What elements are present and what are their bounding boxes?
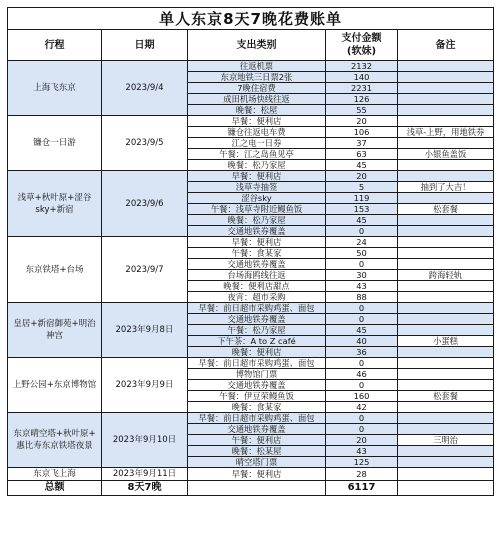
note-cell [398, 259, 494, 270]
total-note-empty [398, 481, 494, 496]
note-cell [398, 171, 494, 182]
table-row [8, 237, 494, 248]
note-cell [398, 314, 494, 325]
route-cell: 浅草+秋叶原+涩谷 sky+新宿 [8, 171, 102, 237]
date-cell: 2023年9月8日 [102, 303, 188, 358]
date-cell: 2023年9月11日 [102, 468, 188, 481]
expense-body [8, 61, 494, 481]
date-cell: 2023/9/7 [102, 237, 188, 303]
amount-cell: 55 [326, 105, 398, 116]
note-cell [398, 413, 494, 424]
amount-cell: 20 [326, 116, 398, 127]
amount-cell: 42 [326, 402, 398, 413]
route-cell: 东京铁塔+台场 [8, 237, 102, 303]
total-spacer [188, 481, 326, 496]
amount-cell: 46 [326, 369, 398, 380]
note-cell [398, 116, 494, 127]
amount-cell: 50 [326, 248, 398, 259]
amount-cell: 37 [326, 138, 398, 149]
date-cell: 2023/9/4 [102, 61, 188, 116]
amount-cell: 119 [326, 193, 398, 204]
category-cell: 台场海鸥线往返 [188, 270, 326, 281]
note-cell [398, 380, 494, 391]
amount-cell: 88 [326, 292, 398, 303]
note-cell [398, 83, 494, 94]
note-cell [398, 325, 494, 336]
category-cell: 早餐：便利店 [188, 237, 326, 248]
category-cell: 博物馆门票 [188, 369, 326, 380]
category-cell: 7晚住宿费 [188, 83, 326, 94]
header-category: 支出类别 [188, 30, 326, 61]
category-cell: 东京地铁三日票2张 [188, 72, 326, 83]
note-cell [398, 138, 494, 149]
category-cell: 晚餐：松某屋 [188, 446, 326, 457]
note-cell [398, 160, 494, 171]
header-amount: 支付金额 (软妹) [326, 30, 398, 61]
category-cell: 早餐：便利店 [188, 171, 326, 182]
note-cell [398, 72, 494, 83]
category-cell: 成田机场快线往返 [188, 94, 326, 105]
note-cell: 松套餐 [398, 204, 494, 215]
category-cell: 交通地铁券覆盖 [188, 259, 326, 270]
note-cell: 小银鱼盖饭 [398, 149, 494, 160]
route-cell: 东京晴空塔+秋叶原+ 惠比寿东京铁塔夜景 [8, 413, 102, 468]
category-cell: 晴空塔门票 [188, 457, 326, 468]
bill-container [7, 7, 493, 545]
category-cell: 交通地铁券覆盖 [188, 380, 326, 391]
category-cell: 晚餐：松乃家屋 [188, 160, 326, 171]
note-cell [398, 193, 494, 204]
amount-cell: 45 [326, 215, 398, 226]
note-cell [398, 248, 494, 259]
amount-cell: 28 [326, 468, 398, 481]
category-cell: 午餐：江之岛鱼见亭 [188, 149, 326, 160]
category-cell: 早餐：前日超市采购鸡蛋、面包 [188, 413, 326, 424]
note-cell [398, 61, 494, 72]
amount-cell: 106 [326, 127, 398, 138]
table-title: 单人东京8天7晚花费账单 [8, 8, 494, 30]
category-cell: 午餐：浅草寺附近鳗鱼饭 [188, 204, 326, 215]
category-cell: 午餐：伊豆荣鳗鱼饭 [188, 391, 326, 402]
amount-cell: 30 [326, 270, 398, 281]
amount-cell: 24 [326, 237, 398, 248]
note-cell: 跨海轻轨 [398, 270, 494, 281]
amount-cell: 153 [326, 204, 398, 215]
category-cell: 晚餐：便利店甜点 [188, 281, 326, 292]
note-cell [398, 358, 494, 369]
note-cell: 三明治 [398, 435, 494, 446]
note-cell [398, 226, 494, 237]
category-cell: 早餐：便利店 [188, 468, 326, 481]
note-cell [398, 303, 494, 314]
header-row [8, 30, 494, 61]
amount-cell: 5 [326, 182, 398, 193]
category-cell: 早餐：前日超市采购鸡蛋、面包 [188, 303, 326, 314]
note-cell [398, 215, 494, 226]
note-cell: 小蛋糕 [398, 336, 494, 347]
category-cell: 夜宵：超市采购 [188, 292, 326, 303]
total-amount: 6117 [326, 481, 398, 496]
amount-cell: 0 [326, 358, 398, 369]
note-cell [398, 94, 494, 105]
category-cell: 午餐：松乃家屋 [188, 325, 326, 336]
header-route: 行程 [8, 30, 102, 61]
category-cell: 往返机票 [188, 61, 326, 72]
header-note: 备注 [398, 30, 494, 61]
amount-cell: 45 [326, 160, 398, 171]
note-cell: 抽到了大吉！ [398, 182, 494, 193]
note-cell [398, 237, 494, 248]
total-row [8, 481, 494, 496]
amount-cell: 2132 [326, 61, 398, 72]
category-cell: 晚餐：松屋 [188, 105, 326, 116]
note-cell [398, 402, 494, 413]
note-cell [398, 292, 494, 303]
category-cell: 涩谷sky [188, 193, 326, 204]
note-cell [398, 446, 494, 457]
table-row [8, 358, 494, 369]
route-cell: 上野公园+东京博物馆 [8, 358, 102, 413]
amount-cell: 36 [326, 347, 398, 358]
category-cell: 下午茶：A to Z café [188, 336, 326, 347]
category-cell: 午餐：便利店 [188, 435, 326, 446]
date-cell: 2023/9/5 [102, 116, 188, 171]
note-cell: 松套餐 [398, 391, 494, 402]
table-row [8, 116, 494, 127]
amount-cell: 0 [326, 314, 398, 325]
category-cell: 镰仓往返电车费 [188, 127, 326, 138]
note-cell: 浅草-上野，用地铁券 [398, 127, 494, 138]
total-duration: 8天7晚 [102, 481, 188, 496]
expense-table [7, 7, 494, 496]
table-row [8, 171, 494, 182]
amount-cell: 43 [326, 446, 398, 457]
date-cell: 2023年9月9日 [102, 358, 188, 413]
date-cell: 2023年9月10日 [102, 413, 188, 468]
category-cell: 交通地铁券覆盖 [188, 314, 326, 325]
category-cell: 交通地铁券覆盖 [188, 424, 326, 435]
category-cell: 晚餐：食某家 [188, 402, 326, 413]
amount-cell: 45 [326, 325, 398, 336]
category-cell: 晚餐：便利店 [188, 347, 326, 358]
table-row [8, 61, 494, 72]
note-cell [398, 457, 494, 468]
amount-cell: 0 [326, 380, 398, 391]
note-cell [398, 468, 494, 481]
category-cell: 早餐：便利店 [188, 116, 326, 127]
note-cell [398, 347, 494, 358]
amount-cell: 0 [326, 259, 398, 270]
amount-cell: 160 [326, 391, 398, 402]
amount-cell: 140 [326, 72, 398, 83]
category-cell: 早餐：前日超市采购鸡蛋、面包 [188, 358, 326, 369]
route-cell: 皇居+新宿御苑+明治 神宫 [8, 303, 102, 358]
amount-cell: 2231 [326, 83, 398, 94]
amount-cell: 63 [326, 149, 398, 160]
amount-cell: 20 [326, 171, 398, 182]
amount-cell: 126 [326, 94, 398, 105]
amount-cell: 20 [326, 435, 398, 446]
amount-cell: 0 [326, 413, 398, 424]
category-cell: 晚餐：松乃家屋 [188, 215, 326, 226]
total-label: 总额 [8, 481, 102, 496]
route-cell: 镰仓一日游 [8, 116, 102, 171]
table-row [8, 413, 494, 424]
category-cell: 交通地铁券覆盖 [188, 226, 326, 237]
note-cell [398, 424, 494, 435]
date-cell: 2023/9/6 [102, 171, 188, 237]
table-row [8, 468, 494, 481]
amount-cell: 0 [326, 303, 398, 314]
table-row [8, 303, 494, 314]
route-cell: 上海飞东京 [8, 61, 102, 116]
amount-cell: 43 [326, 281, 398, 292]
note-cell [398, 369, 494, 380]
note-cell [398, 281, 494, 292]
category-cell: 午餐：食某家 [188, 248, 326, 259]
header-date: 日期 [102, 30, 188, 61]
amount-cell: 40 [326, 336, 398, 347]
category-cell: 江之电一日券 [188, 138, 326, 149]
route-cell: 东京飞上海 [8, 468, 102, 481]
amount-cell: 0 [326, 424, 398, 435]
note-cell [398, 105, 494, 116]
amount-cell: 0 [326, 226, 398, 237]
amount-cell: 125 [326, 457, 398, 468]
category-cell: 浅草寺抽签 [188, 182, 326, 193]
